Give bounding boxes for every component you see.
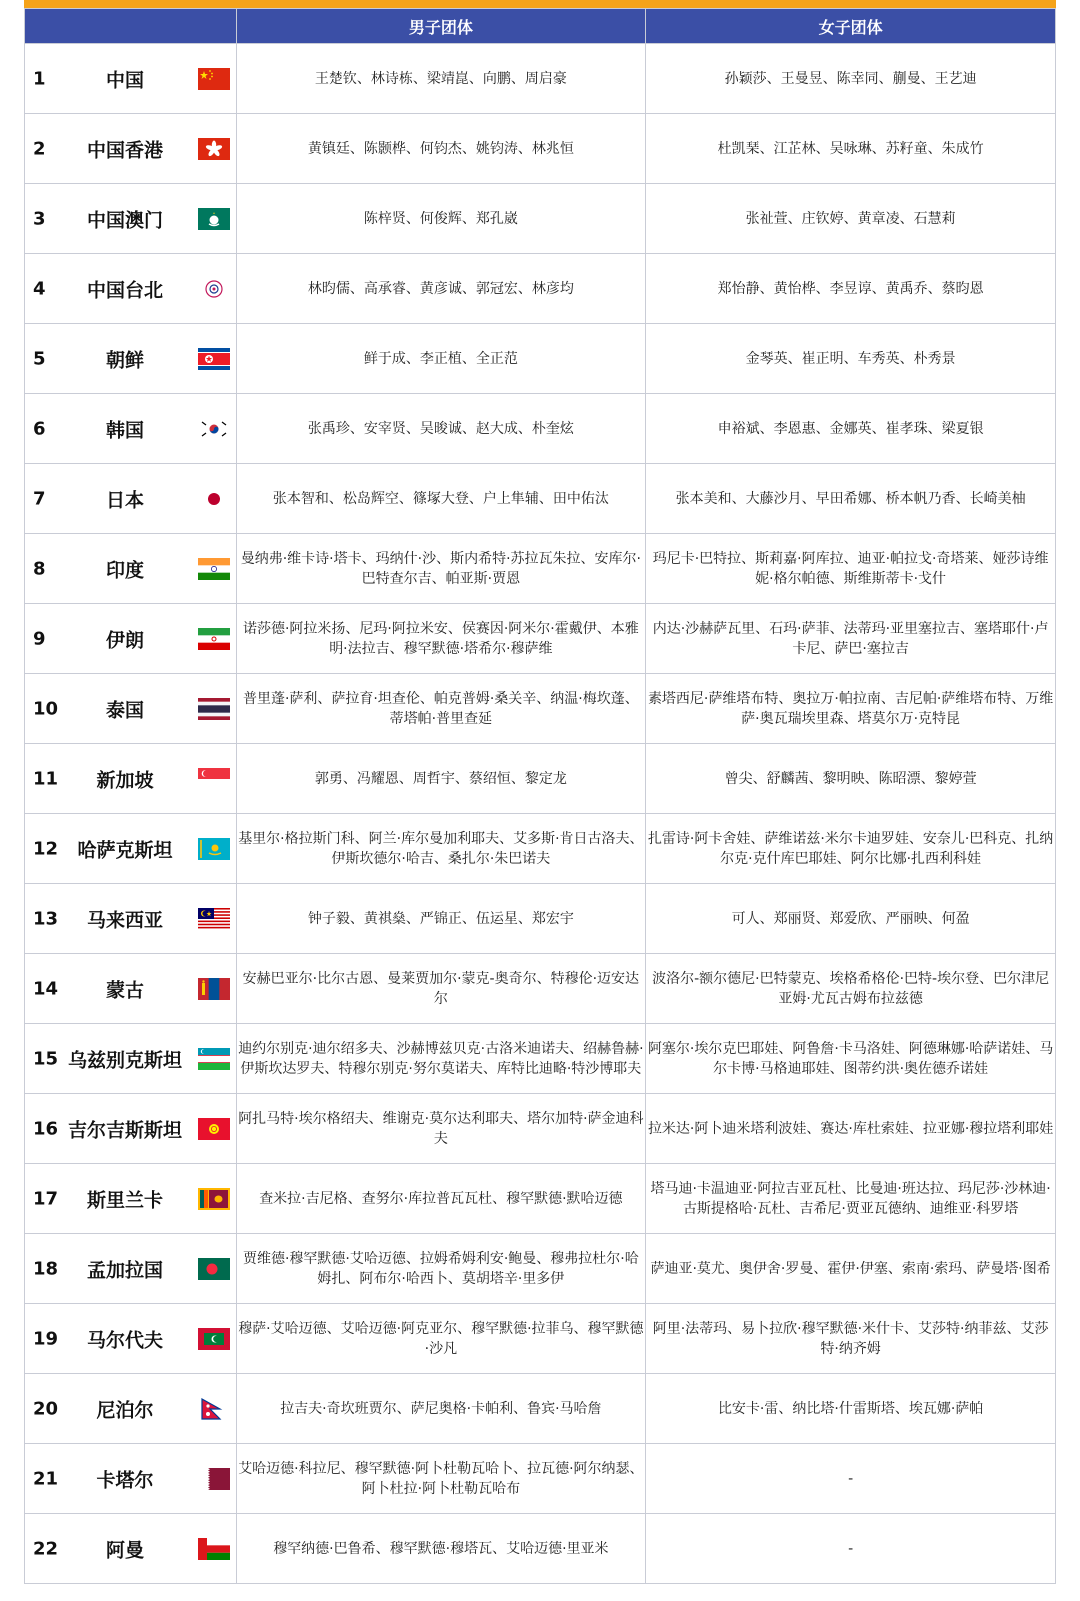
men-team-players: 钟子毅、黄祺燊、严锦正、伍运星、郑宏宇 (236, 884, 646, 954)
team-name: 乌兹别克斯坦 (67, 1049, 182, 1071)
women-team-players: 阿里·法蒂玛、易卜拉欣·穆罕默德·米什卡、艾莎特·纳菲兹、艾莎特·纳齐姆 (646, 1304, 1056, 1374)
men-team-players: 穆罕纳德·巴鲁希、穆罕默德·穆塔瓦、艾哈迈德·里亚米 (236, 1514, 646, 1584)
team-cell (25, 1164, 237, 1234)
team-name: 卡塔尔 (96, 1469, 154, 1491)
team-cell (25, 604, 237, 674)
team-roster-table (24, 8, 1056, 1584)
rank-number: 6 (33, 418, 46, 439)
team-name: 吉尔吉斯斯坦 (67, 1119, 182, 1141)
rank-number: 17 (33, 1188, 59, 1209)
rank-number: 1 (33, 68, 46, 89)
men-team-players: 拉吉夫·奇坎班贾尔、萨尼奥格·卡帕利、鲁宾·马哈詹 (236, 1374, 646, 1444)
team-name: 马来西亚 (86, 909, 163, 931)
rank-number: 7 (33, 488, 46, 509)
men-team-players: 张本智和、松岛辉空、篠塚大登、户上隼辅、田中佑汰 (236, 464, 646, 534)
mongolia-flag-icon (198, 978, 230, 1000)
team-name: 蒙古 (105, 979, 144, 1001)
iran-flag-icon (198, 628, 230, 650)
men-team-players: 陈梓贤、何俊辉、郑孔崴 (236, 184, 646, 254)
team-name: 哈萨克斯坦 (77, 839, 173, 861)
oman-flag-icon (198, 1538, 230, 1560)
team-cell (25, 674, 237, 744)
women-team-players: 扎雷诗·阿卡舍娃、萨维诺兹·米尔卡迪罗娃、安奈儿·巴科克、扎纳尔克·克什库巴耶娃、阿尔比娜·扎西利科娃 (646, 814, 1056, 884)
team-column-header (25, 9, 237, 44)
team-name: 中国香港 (86, 139, 163, 161)
korea-flag-icon (198, 418, 230, 440)
rank-number: 14 (33, 978, 59, 999)
team-name: 中国 (105, 69, 144, 91)
men-team-players: 贾维德·穆罕默德·艾哈迈德、拉姆希姆利安·鲍曼、穆弗拉杜尔·哈姆扎、阿布尔·哈西卜、莫胡塔辛·里多伊 (236, 1234, 646, 1304)
chinese-taipei-flag-icon (198, 278, 230, 300)
team-name: 韩国 (105, 419, 144, 441)
women-team-players: 萨迪亚·莫尤、奥伊舍·罗曼、霍伊·伊塞、索南·索玛、萨曼塔·图希 (646, 1234, 1056, 1304)
malaysia-flag-icon (198, 908, 230, 930)
sri-lanka-flag-icon (198, 1188, 230, 1210)
team-name: 阿曼 (105, 1539, 144, 1561)
uzbekistan-flag-icon (198, 1048, 230, 1070)
team-cell (25, 1024, 237, 1094)
rank-number: 12 (33, 838, 59, 859)
table-row (25, 1374, 1056, 1444)
table-row (25, 814, 1056, 884)
women-team-players: 郑怡静、黄怡桦、李昱谆、黄禹乔、蔡昀恩 (646, 254, 1056, 324)
rank-number: 21 (33, 1468, 59, 1489)
table-row (25, 44, 1056, 114)
women-team-players: - (646, 1514, 1056, 1584)
men-team-players: 鲜于成、李正植、全正范 (236, 324, 646, 394)
men-team-players: 查米拉·吉尼格、查努尔·库拉普瓦瓦杜、穆罕默德·默哈迈德 (236, 1164, 646, 1234)
team-cell (25, 1094, 237, 1164)
rank-number: 15 (33, 1048, 59, 1069)
women-team-players: 金琴英、崔正明、车秀英、朴秀景 (646, 324, 1056, 394)
table-row (25, 324, 1056, 394)
macau-flag-icon (198, 208, 230, 230)
women-team-players: 塔马迪·卡温迪亚·阿拉吉亚瓦杜、比曼迪·班达拉、玛尼莎·沙林迪·古斯提格哈·瓦杜、吉希尼·贾亚瓦德纳、迪维亚·科罗塔 (646, 1164, 1056, 1234)
india-flag-icon (198, 558, 230, 580)
men-team-players: 普里蓬·萨利、萨拉育·坦查伦、帕克普姆·桑关辛、纳温·梅坎蓬、蒂塔帕·普里查延 (236, 674, 646, 744)
team-cell (25, 1304, 237, 1374)
team-name: 日本 (105, 489, 144, 511)
women-team-players: 杜凯琹、江芷林、吴咏琳、苏籽童、朱成竹 (646, 114, 1056, 184)
hong-kong-flag-icon (198, 138, 230, 160)
qatar-flag-icon (198, 1468, 230, 1490)
rank-number: 3 (33, 208, 46, 229)
rank-number: 20 (33, 1398, 59, 1419)
kyrgyzstan-flag-icon (198, 1118, 230, 1140)
men-team-column-header: 男子团体 (236, 9, 646, 44)
men-team-players: 安赫巴亚尔·比尔古恩、曼莱贾加尔·蒙克-奥奇尔、特穆伦·迈安达尔 (236, 954, 646, 1024)
table-row (25, 1094, 1056, 1164)
kazakhstan-flag-icon (198, 838, 230, 860)
team-name: 伊朗 (105, 629, 144, 651)
men-team-players: 基里尔·格拉斯门科、阿兰·库尔曼加利耶夫、艾多斯·肯日古洛夫、伊斯坎德尔·哈吉、桑扎尔·朱巴诺夫 (236, 814, 646, 884)
women-team-players: 内达·沙赫萨瓦里、石玛·萨菲、法蒂玛·亚里塞拉吉、塞塔耶什·卢卡尼、萨巴·塞拉吉 (646, 604, 1056, 674)
table-row (25, 674, 1056, 744)
women-team-players: 玛尼卡·巴特拉、斯莉嘉·阿库拉、迪亚·帕拉戈·奇塔莱、娅莎诗维妮·格尔帕德、斯维斯蒂卡·戈什 (646, 534, 1056, 604)
team-name: 中国台北 (86, 279, 163, 301)
men-team-players: 黄镇廷、陈颢桦、何钧杰、姚钧涛、林兆恒 (236, 114, 646, 184)
table-row (25, 394, 1056, 464)
thailand-flag-icon (198, 698, 230, 720)
bangladesh-flag-icon (198, 1258, 230, 1280)
china-flag-icon (198, 68, 230, 90)
team-name: 孟加拉国 (86, 1259, 163, 1281)
men-team-players: 迪约尔别克·迪尔绍多夫、沙赫博兹贝克·古洛米迪诺夫、绍赫鲁赫·伊斯坎达罗夫、特穆尔别克·努尔莫诺夫、库特比迪略·特沙博耶夫 (236, 1024, 646, 1094)
team-cell (25, 1444, 237, 1514)
table-row (25, 114, 1056, 184)
table-row (25, 254, 1056, 324)
rank-number: 10 (33, 698, 59, 719)
top-accent-bar (24, 0, 1056, 8)
team-cell (25, 184, 237, 254)
singapore-flag-icon (198, 768, 230, 790)
table-row (25, 1234, 1056, 1304)
rank-number: 16 (33, 1118, 59, 1139)
women-team-players: 张本美和、大藤沙月、早田希娜、桥本帆乃香、长崎美柚 (646, 464, 1056, 534)
women-team-players: 可人、郑丽贤、郑爱欣、严丽映、何盈 (646, 884, 1056, 954)
team-cell (25, 1514, 237, 1584)
nepal-flag-icon (198, 1398, 230, 1420)
team-cell (25, 534, 237, 604)
men-team-players: 张禹珍、安宰贤、吴晙诚、赵大成、朴奎炫 (236, 394, 646, 464)
team-name: 朝鲜 (105, 349, 144, 371)
table-row (25, 744, 1056, 814)
maldives-flag-icon (198, 1328, 230, 1350)
team-cell (25, 464, 237, 534)
table-row (25, 184, 1056, 254)
rank-number: 5 (33, 348, 46, 369)
table-row (25, 1164, 1056, 1234)
table-row (25, 1304, 1056, 1374)
team-name: 中国澳门 (86, 209, 163, 231)
women-team-players: 比安卡·雷、纳比塔·什雷斯塔、埃瓦娜·萨帕 (646, 1374, 1056, 1444)
men-team-players: 郭勇、冯耀恩、周哲宇、蔡绍恒、黎定龙 (236, 744, 646, 814)
table-row (25, 1514, 1056, 1584)
rank-number: 19 (33, 1328, 59, 1349)
men-team-players: 林昀儒、高承睿、黄彦诚、郭冠宏、林彦均 (236, 254, 646, 324)
women-team-players: - (646, 1444, 1056, 1514)
team-cell (25, 814, 237, 884)
team-cell (25, 884, 237, 954)
men-team-players: 诺莎德·阿拉米扬、尼玛·阿拉米安、侯赛因·阿米尔·霍戴伊、本雅明·法拉吉、穆罕默德·塔希尔·穆萨维 (236, 604, 646, 674)
women-team-players: 波洛尔-额尔德尼·巴特蒙克、埃格希格伦·巴特-埃尔登、巴尔津尼亚姆·尤瓦古姆布拉兹德 (646, 954, 1056, 1024)
table-row (25, 604, 1056, 674)
header-row (25, 9, 1056, 44)
table-row (25, 534, 1056, 604)
women-team-players: 素塔西尼·萨维塔布特、奥拉万·帕拉南、吉尼帕·萨维塔布特、万维萨·奥瓦瑞埃里森、塔莫尔万·克特昆 (646, 674, 1056, 744)
japan-flag-icon (198, 488, 230, 510)
men-team-players: 艾哈迈德·科拉尼、穆罕默德·阿卜杜勒瓦哈卜、拉瓦德·阿尔纳瑟、阿卜杜拉·阿卜杜勒瓦哈布 (236, 1444, 646, 1514)
men-team-players: 曼纳弗·维卡诗·塔卡、玛纳什·沙、斯内希特·苏拉瓦朱拉、安库尔·巴特查尔吉、帕亚斯·贾恩 (236, 534, 646, 604)
team-cell (25, 254, 237, 324)
team-name: 泰国 (105, 699, 144, 721)
team-cell (25, 954, 237, 1024)
women-team-players: 张祉萱、庄钦婷、黄章凌、石慧莉 (646, 184, 1056, 254)
table-row (25, 1444, 1056, 1514)
table-row (25, 1024, 1056, 1094)
table-row (25, 954, 1056, 1024)
women-team-players: 拉米达·阿卜迪米塔利波娃、赛达·库杜索娃、拉亚娜·穆拉塔利耶娃 (646, 1094, 1056, 1164)
rank-number: 18 (33, 1258, 59, 1279)
women-team-players: 曾尖、舒麟茜、黎明映、陈昭漂、黎婷萱 (646, 744, 1056, 814)
rank-number: 8 (33, 558, 46, 579)
team-cell (25, 44, 237, 114)
team-name: 斯里兰卡 (86, 1189, 163, 1211)
rank-number: 4 (33, 278, 46, 299)
rank-number: 9 (33, 628, 46, 649)
rank-number: 13 (33, 908, 59, 929)
team-cell (25, 1374, 237, 1444)
team-name: 新加坡 (96, 769, 154, 791)
team-name: 尼泊尔 (96, 1399, 154, 1421)
men-team-players: 穆萨·艾哈迈德、艾哈迈德·阿克亚尔、穆罕默德·拉菲乌、穆罕默德·沙凡 (236, 1304, 646, 1374)
team-cell (25, 114, 237, 184)
team-cell (25, 324, 237, 394)
rank-number: 2 (33, 138, 46, 159)
table-row (25, 464, 1056, 534)
men-team-players: 阿扎马特·埃尔格绍夫、维谢克·莫尔达利耶夫、塔尔加特·萨金迪科夫 (236, 1094, 646, 1164)
men-team-players: 王楚钦、林诗栋、梁靖崑、向鹏、周启豪 (236, 44, 646, 114)
women-team-players: 申裕斌、李恩惠、金娜英、崔孝珠、梁夏银 (646, 394, 1056, 464)
team-name: 印度 (105, 559, 144, 581)
team-cell (25, 1234, 237, 1304)
rank-number: 11 (33, 768, 59, 789)
women-team-players: 阿塞尔·埃尔克巴耶娃、阿鲁詹·卡马洛娃、阿德琳娜·哈萨诺娃、马尔卡博·马格迪耶娃、图蒂约洪·奥佐德乔诺娃 (646, 1024, 1056, 1094)
women-team-column-header: 女子团体 (646, 9, 1056, 44)
women-team-players: 孙颖莎、王曼昱、陈幸同、蒯曼、王艺迪 (646, 44, 1056, 114)
team-cell (25, 744, 237, 814)
dprk-flag-icon (198, 348, 230, 370)
table-row (25, 884, 1056, 954)
team-name: 马尔代夫 (86, 1329, 163, 1351)
rank-number: 22 (33, 1538, 59, 1559)
team-cell (25, 394, 237, 464)
